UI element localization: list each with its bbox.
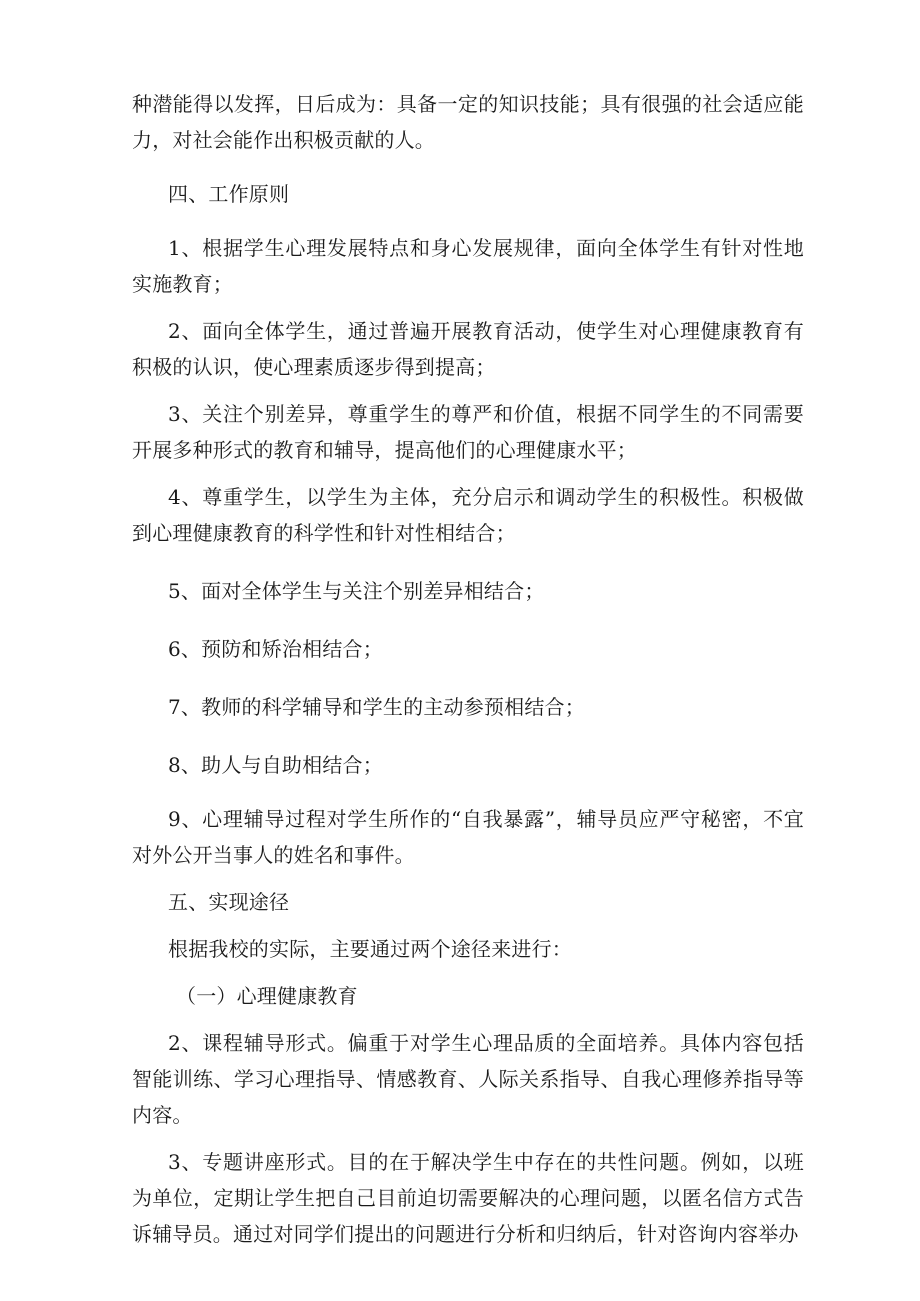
principle-item-8: 8、助人与自助相结合； [168,753,383,777]
principle-item-5: 5、面对全体学生与关注个别差异相结合； [168,579,545,603]
section-heading-implementation: 五、实现途径 [168,890,290,914]
implementation-intro: 根据我校的实际，主要通过两个途径来进行： [168,937,572,961]
principle-item-4: 4、尊重学生，以学生为主体，充分启示和调动学生的积极性。积极做到心理健康教育的科学性和针对性相结合； [132,485,804,545]
section-heading-work-principles: 四、工作原则 [168,182,290,206]
principle-item-6: 6、预防和矫治相结合； [168,637,383,661]
principle-item-7: 7、教师的科学辅导和学生的主动参预相结合； [168,695,585,719]
subsection-heading-mental-health: （一）心理健康教育 [176,984,358,1008]
paragraph-continuation: 种潜能得以发挥，日后成为：具备一定的知识技能；具有很强的社会适应能力，对社会能作出积极贡献的人。 [132,92,804,152]
principle-item-1: 1、根据学生心理发展特点和身心发展规律，面向全体学生有针对性地实施教育； [132,236,804,296]
approach-item-3: 3、专题讲座形式。目的在于解决学生中存在的共性问题。例如，以班为单位，定期让学生把自己目前迫切需要解决的心理问题，以匿名信方式告诉辅导员。通过对同学们提出的问题进行分析和归纳后，针对咨询内容举办 [132,1150,804,1246]
principle-item-9: 9、心理辅导过程对学生所作的“自我暴露”，辅导员应严守秘密，不宜对外公开当事人的姓名和事件。 [132,807,804,867]
approach-item-2: 2、课程辅导形式。偏重于对学生心理品质的全面培养。具体内容包括智能训练、学习心理指导、情感教育、人际关系指导、自我心理修养指导等内容。 [132,1031,804,1127]
principle-item-3: 3、关注个别差异，尊重学生的尊严和价值，根据不同学生的不同需要开展多种形式的教育和辅导，提高他们的心理健康水平； [132,402,804,462]
principle-item-2: 2、面向全体学生，通过普遍开展教育活动，使学生对心理健康教育有积极的认识，使心理素质逐步得到提高； [132,319,804,379]
document-page [132,86,804,1252]
